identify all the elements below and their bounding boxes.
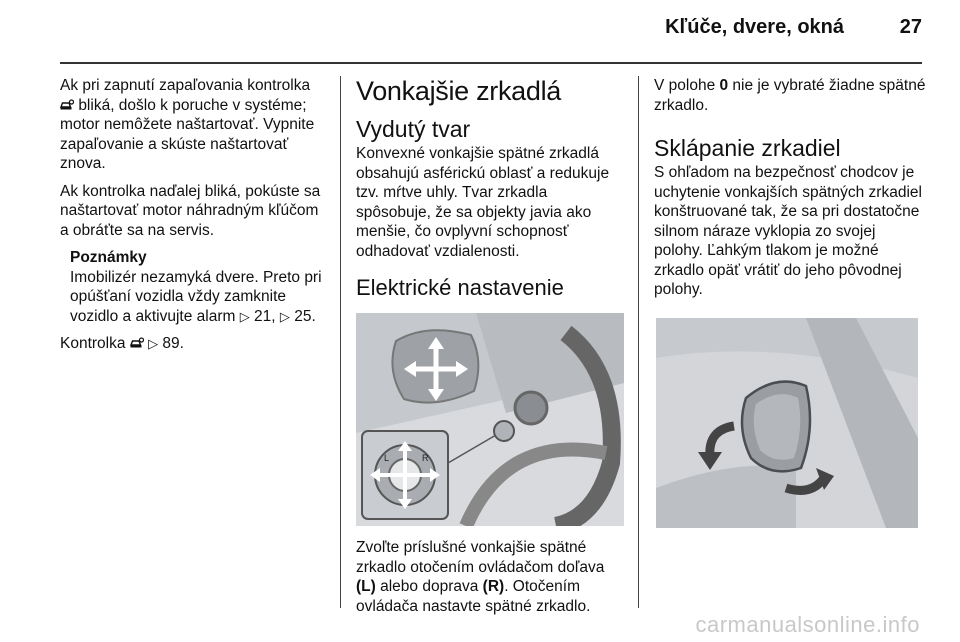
triangle-ref-icon: ▷: [279, 308, 290, 324]
car-key-icon: [60, 99, 74, 111]
column-exterior-mirrors: [356, 76, 626, 624]
chapter-title: Kľúče, dvere, okná: [665, 16, 844, 38]
subsection-title: Vydutý tvar: [356, 116, 471, 142]
page-number: 27: [899, 16, 922, 38]
triangle-ref-icon: ▷: [148, 336, 159, 351]
page-header: [60, 0, 922, 64]
column-immobilizer: [60, 76, 328, 362]
page-ref[interactable]: 21,: [254, 307, 276, 325]
header-rule: [60, 62, 922, 64]
note-text: Imobilizér nezamyká dvere. Preto pri opúšťaní vozidla vždy zamknite vozidlo a aktivujte alarm ▷ 21, ▷ 25.: [70, 268, 322, 325]
paragraph: Konvexné vonkajšie spätné zrkadlá obsahujú asférickú oblasť a redukuje tzv. mŕtve uhly. Tvar zrkadla spôsobuje, že sa objekty javia ako menšie, čo ovplyvní schopnosť odhadovať vzdialenosti.: [356, 145, 610, 260]
paragraph: Kontrolka ▷ 89.: [60, 335, 184, 352]
column-divider: [638, 76, 639, 608]
mirror-fold-illustration: [656, 318, 918, 528]
illustration-svg: [356, 313, 624, 526]
triangle-ref-icon: ▷: [239, 308, 250, 324]
column-divider: [340, 76, 341, 608]
watermark: carmanualsonline.info: [695, 612, 920, 637]
page-ref[interactable]: 25.: [294, 307, 316, 325]
page-ref[interactable]: 89.: [162, 335, 184, 352]
column-folding-mirrors: [654, 76, 926, 528]
paragraph: Zvoľte príslušné vonkajšie spätné zrkadlo otočením ovládačom doľava (L) alebo doprava (R). Otočením ovládača nastavte spätné zrkadlo.: [356, 539, 605, 615]
inset-label-r: R: [422, 453, 429, 463]
mirror-control-illustration: [356, 313, 624, 526]
subsection-title: Elektrické nastavenie: [356, 275, 564, 300]
subsection-title: Sklápanie zrkadiel: [654, 135, 841, 161]
paragraph: Ak pri zapnutí zapaľovania kontrolka bliká, došlo k poruche v systéme; motor nemôžete naštartovať. Vypnite zapaľovanie a skúste naštartovať znova.: [60, 77, 315, 172]
note-title: Poznámky: [70, 249, 147, 266]
note-box: [70, 248, 328, 326]
car-key-icon: [130, 337, 144, 349]
paragraph: S ohľadom na bezpečnosť chodcov je uchytenie vonkajších spätných zrkadiel konštruované tak, že sa pri dostatočne silnom náraze vyklopia zo svojej polohy. Ľahkým tlakom je možné zrkadlo opäť vrátiť do jeho pôvodnej polohy.: [654, 164, 922, 298]
paragraph: Ak kontrolka naďalej bliká, pokúste sa naštartovať motor náhradným kľúčom a obráťte sa na servis.: [60, 182, 321, 239]
illustration-svg: [656, 318, 918, 528]
inset-label-l: L: [384, 453, 390, 463]
section-title: Vonkajšie zrkadlá: [356, 76, 562, 106]
paragraph: V polohe 0 nie je vybraté žiadne spätné zrkadlo.: [654, 77, 926, 114]
